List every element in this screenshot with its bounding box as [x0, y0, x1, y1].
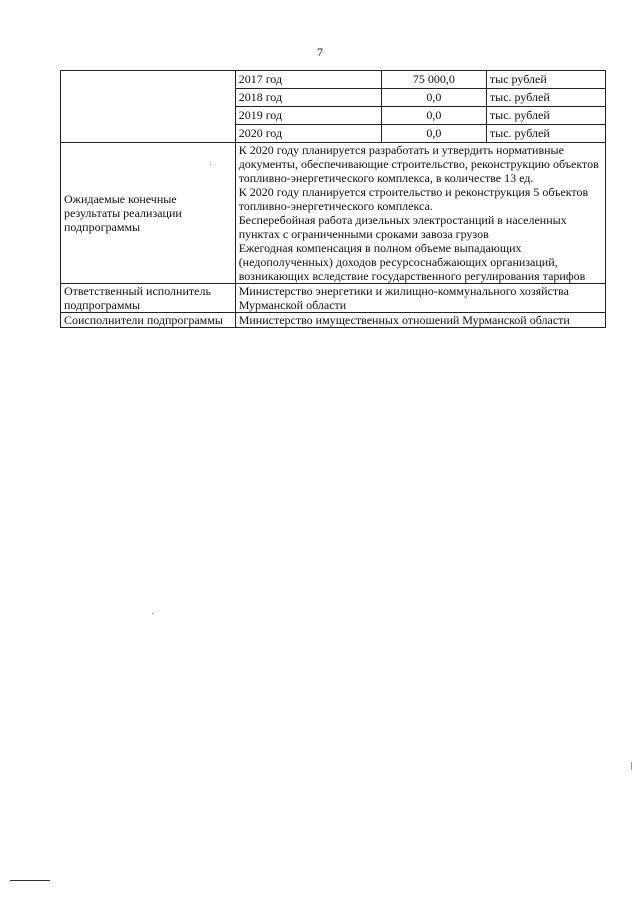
footer-rule — [10, 880, 50, 881]
finance-label-cell — [61, 71, 236, 143]
finance-year: 2019 год — [235, 107, 381, 125]
finance-value: 75 000,0 — [381, 71, 486, 89]
results-label: Ожидаемые конечные результаты реализации подпрограммы — [61, 143, 236, 284]
results-line: Ежегодная компенсация в полном объеме выпадающих (недополученных) доходов ресурсоснабжающих организаций, возникающих вследствие государственного регулирования тарифов — [238, 241, 586, 283]
scan-speck — [152, 613, 153, 614]
finance-value: 0,0 — [381, 125, 486, 143]
results-line: К 2020 году планируется разработать и утвердить нормативные документы, обеспечивающие строительство, реконструкцию объектов топливно-энергетического комплекса, в количестве 13 ед. — [238, 143, 599, 185]
subprogram-passport-table — [60, 70, 606, 328]
finance-unit: тыс. рублей — [486, 89, 605, 107]
finance-unit: тыс. рублей — [486, 107, 605, 125]
finance-year: 2020 год — [235, 125, 381, 143]
coexecutors-label: Соисполнители подпрограммы — [61, 313, 236, 328]
responsible-value: Министерство энергетики и жилищно-коммунального хозяйства Мурманской области — [235, 284, 605, 313]
results-row — [61, 143, 606, 284]
page-number: 7 — [317, 45, 323, 59]
finance-unit: тыс рублей — [486, 71, 605, 89]
results-line: Бесперебойная работа дизельных электростанций в населенных пунктах с ограниченными сроками завоза грузов — [238, 213, 567, 241]
coexecutors-value: Министерство имущественных отношений Мурманской области — [235, 313, 605, 328]
finance-value: 0,0 — [381, 107, 486, 125]
responsible-row — [61, 284, 606, 313]
finance-value: 0,0 — [381, 89, 486, 107]
coexecutors-row — [61, 313, 606, 328]
finance-unit: тыс. рублей — [486, 125, 605, 143]
responsible-label: Ответственный исполнитель подпрограммы — [61, 284, 236, 313]
results-line: К 2020 году планируется строительство и реконструкция 5 объектов топливно-энергетического комплекса. — [238, 185, 589, 213]
finance-row-2017 — [61, 71, 606, 89]
finance-year: 2017 год — [235, 71, 381, 89]
scan-edge-mark — [631, 762, 632, 770]
results-value — [235, 143, 605, 284]
scan-speck — [210, 164, 211, 165]
finance-year: 2018 год — [235, 89, 381, 107]
